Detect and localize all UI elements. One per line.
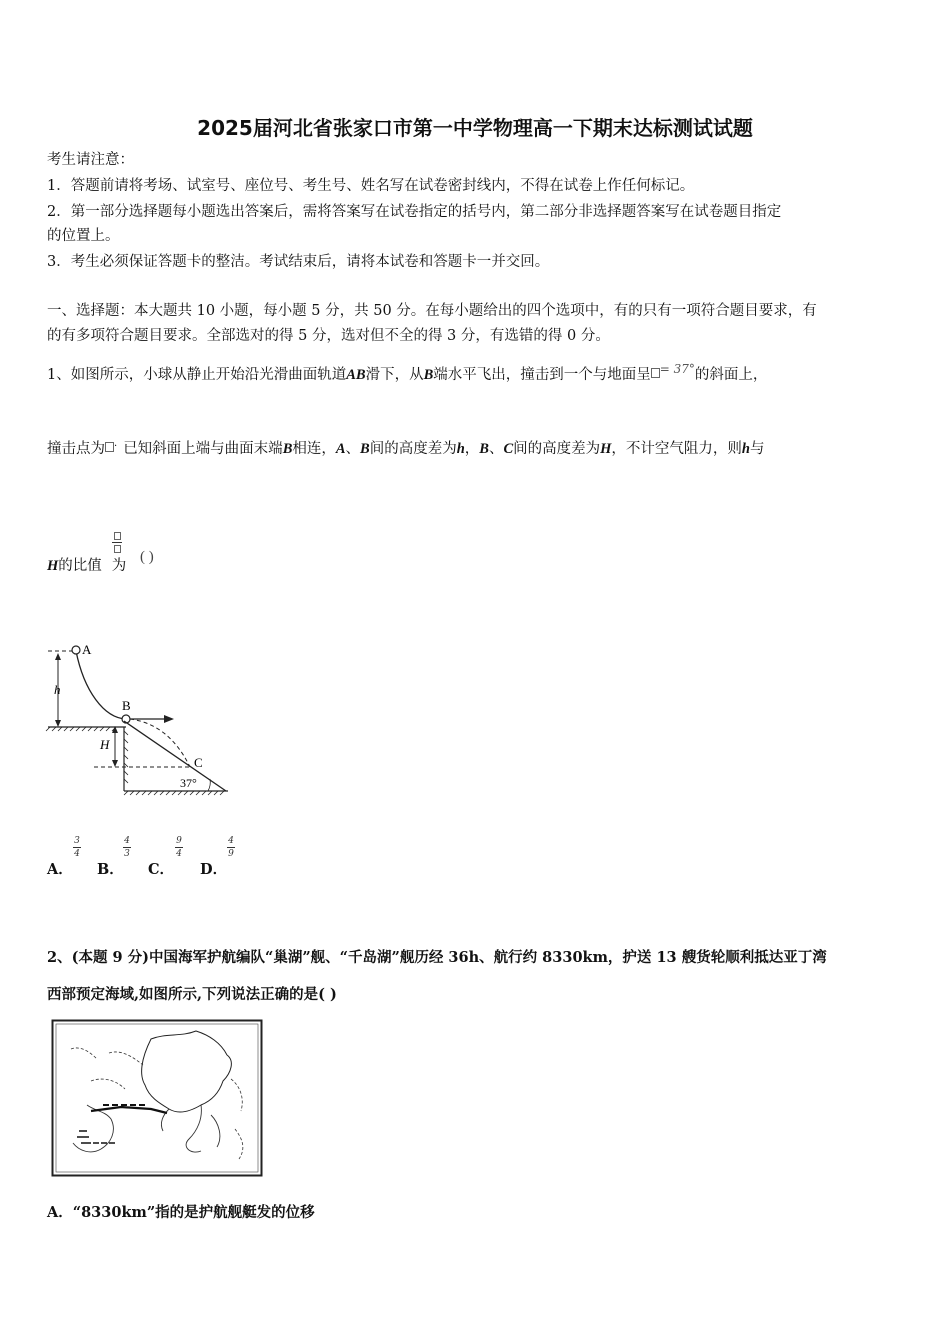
section-instructions: 一、选择题：本大题共 10 小题，每小题 5 分，共 50 分。在每小题给出的四个选项中，有的只有一项符合题目要求，有 bbox=[47, 303, 817, 319]
answer-parentheses: ( ) bbox=[140, 549, 154, 565]
q1-text: ， bbox=[464, 441, 480, 457]
q1-text: 、 bbox=[345, 441, 361, 457]
option-d-fraction: 4 9 bbox=[228, 836, 234, 859]
q1-var: B bbox=[479, 441, 489, 457]
q1-text: 为 bbox=[111, 558, 127, 574]
notice-item: 1．答题前请将考场、试室号、座位号、考生号、姓名写在试卷密封线内，不得在试卷上作任何标记。 bbox=[47, 178, 695, 194]
option-b-fraction: 4 3 bbox=[124, 836, 130, 859]
q1-var: B bbox=[423, 367, 434, 383]
ratio-fraction-icon bbox=[112, 532, 122, 553]
angle-expression: = 37° bbox=[659, 362, 695, 376]
label-c: C bbox=[194, 755, 203, 770]
h-arrow-head-down bbox=[55, 720, 61, 727]
q1-text: 撞击点为 bbox=[47, 441, 105, 457]
incline bbox=[124, 721, 226, 791]
page-title: 2025届河北省张家口市第一中学物理高一下期末达标测试试题 bbox=[197, 116, 753, 140]
q1-text: 滑下，从 bbox=[365, 367, 424, 383]
escort-route-map bbox=[51, 1019, 263, 1177]
q2-line1: 2、(本题 9 分)中国海军护航编队“巢湖”舰、“千岛湖”舰历经 36h、航行约 8330km，护送 13 艘货轮顺利抵达亚丁湾 bbox=[47, 949, 827, 966]
q1-var: B bbox=[282, 441, 293, 457]
q1-var: h bbox=[741, 441, 750, 457]
label-H: H bbox=[100, 737, 110, 752]
q1-line1 bbox=[47, 362, 768, 384]
label-angle: 37° bbox=[180, 776, 197, 790]
option-c-label[interactable]: C． bbox=[148, 861, 175, 878]
option-a-fraction: 3 4 bbox=[74, 836, 80, 859]
q1-var: C bbox=[503, 441, 514, 457]
label-b: B bbox=[122, 698, 131, 713]
notice-item: 的位置上。 bbox=[47, 228, 120, 244]
notice-item: 2．第一部分选择题每小题选出答案后，需将答案写在试卷指定的括号内，第二部分非选择题答案写在试卷题目指定 bbox=[47, 204, 782, 220]
curved-track bbox=[76, 651, 126, 719]
q1-text: 1、如图所示，小球从静止开始沿光滑曲面轨道 bbox=[47, 367, 347, 383]
label-a: A bbox=[82, 642, 92, 657]
H-arrow-head-down bbox=[112, 760, 118, 767]
q1-text: 与 bbox=[749, 441, 765, 457]
q1-text: 已知斜面上端与曲面末端 bbox=[123, 441, 283, 457]
map-frame bbox=[53, 1021, 262, 1176]
option-a-label[interactable]: A． bbox=[47, 861, 73, 878]
option-b-label[interactable]: B． bbox=[97, 861, 124, 878]
option-c-fraction: 9 4 bbox=[176, 836, 182, 859]
q2-option-a[interactable]: A．“8330km”指的是护航舰艇发的位移 bbox=[47, 1204, 315, 1221]
q1-text: 间的高度差为 bbox=[369, 441, 457, 457]
option-d-label[interactable]: D． bbox=[200, 861, 228, 878]
projectile-incline-figure bbox=[44, 636, 234, 801]
notice-heading: 考生请注意： bbox=[47, 152, 134, 168]
q1-line2: 撞击点为 · 已知斜面上端与曲面末端B相连，A、B间的高度差为h，B、C间的高度差为H，不计空气阻力，则h与 bbox=[47, 441, 765, 457]
missing-symbol-icon bbox=[651, 368, 660, 378]
section-instructions: 的有多项符合题目要求。全部选对的得 5 分，选对但不全的得 3 分，有选错的得 0 分。 bbox=[47, 328, 610, 344]
ball-a bbox=[72, 646, 80, 654]
notice-item: 3．考生必须保证答题卡的整洁。考试结束后，请将本试卷和答题卡一并交回。 bbox=[47, 254, 550, 270]
q1-var: H bbox=[47, 558, 59, 574]
q1-text: 的斜面上， bbox=[694, 367, 768, 383]
angle-arc bbox=[208, 779, 210, 791]
q1-var: H bbox=[600, 441, 612, 457]
q1-text: 相连， bbox=[292, 441, 336, 457]
label-h: h bbox=[54, 682, 61, 697]
q1-text: 、 bbox=[488, 441, 504, 457]
q1-text: 端水平飞出，撞击到一个与地面呈 bbox=[433, 367, 651, 383]
missing-symbol-icon bbox=[105, 442, 114, 452]
q1-text: 的比值 bbox=[58, 558, 102, 574]
q1-line3 bbox=[47, 557, 126, 575]
q2-line2: 西部预定海域,如图所示,下列说法正确的是( ) bbox=[47, 986, 337, 1003]
q1-text: ，不计空气阻力，则 bbox=[611, 441, 742, 457]
q1-text: 间的高度差为 bbox=[513, 441, 601, 457]
q1-var: AB bbox=[346, 367, 366, 383]
q1-var: B bbox=[360, 441, 370, 457]
velocity-arrow-head bbox=[164, 715, 174, 723]
q1-var: A bbox=[335, 441, 346, 457]
h-arrow-head-up bbox=[55, 653, 61, 660]
q1-var: h bbox=[456, 441, 465, 457]
